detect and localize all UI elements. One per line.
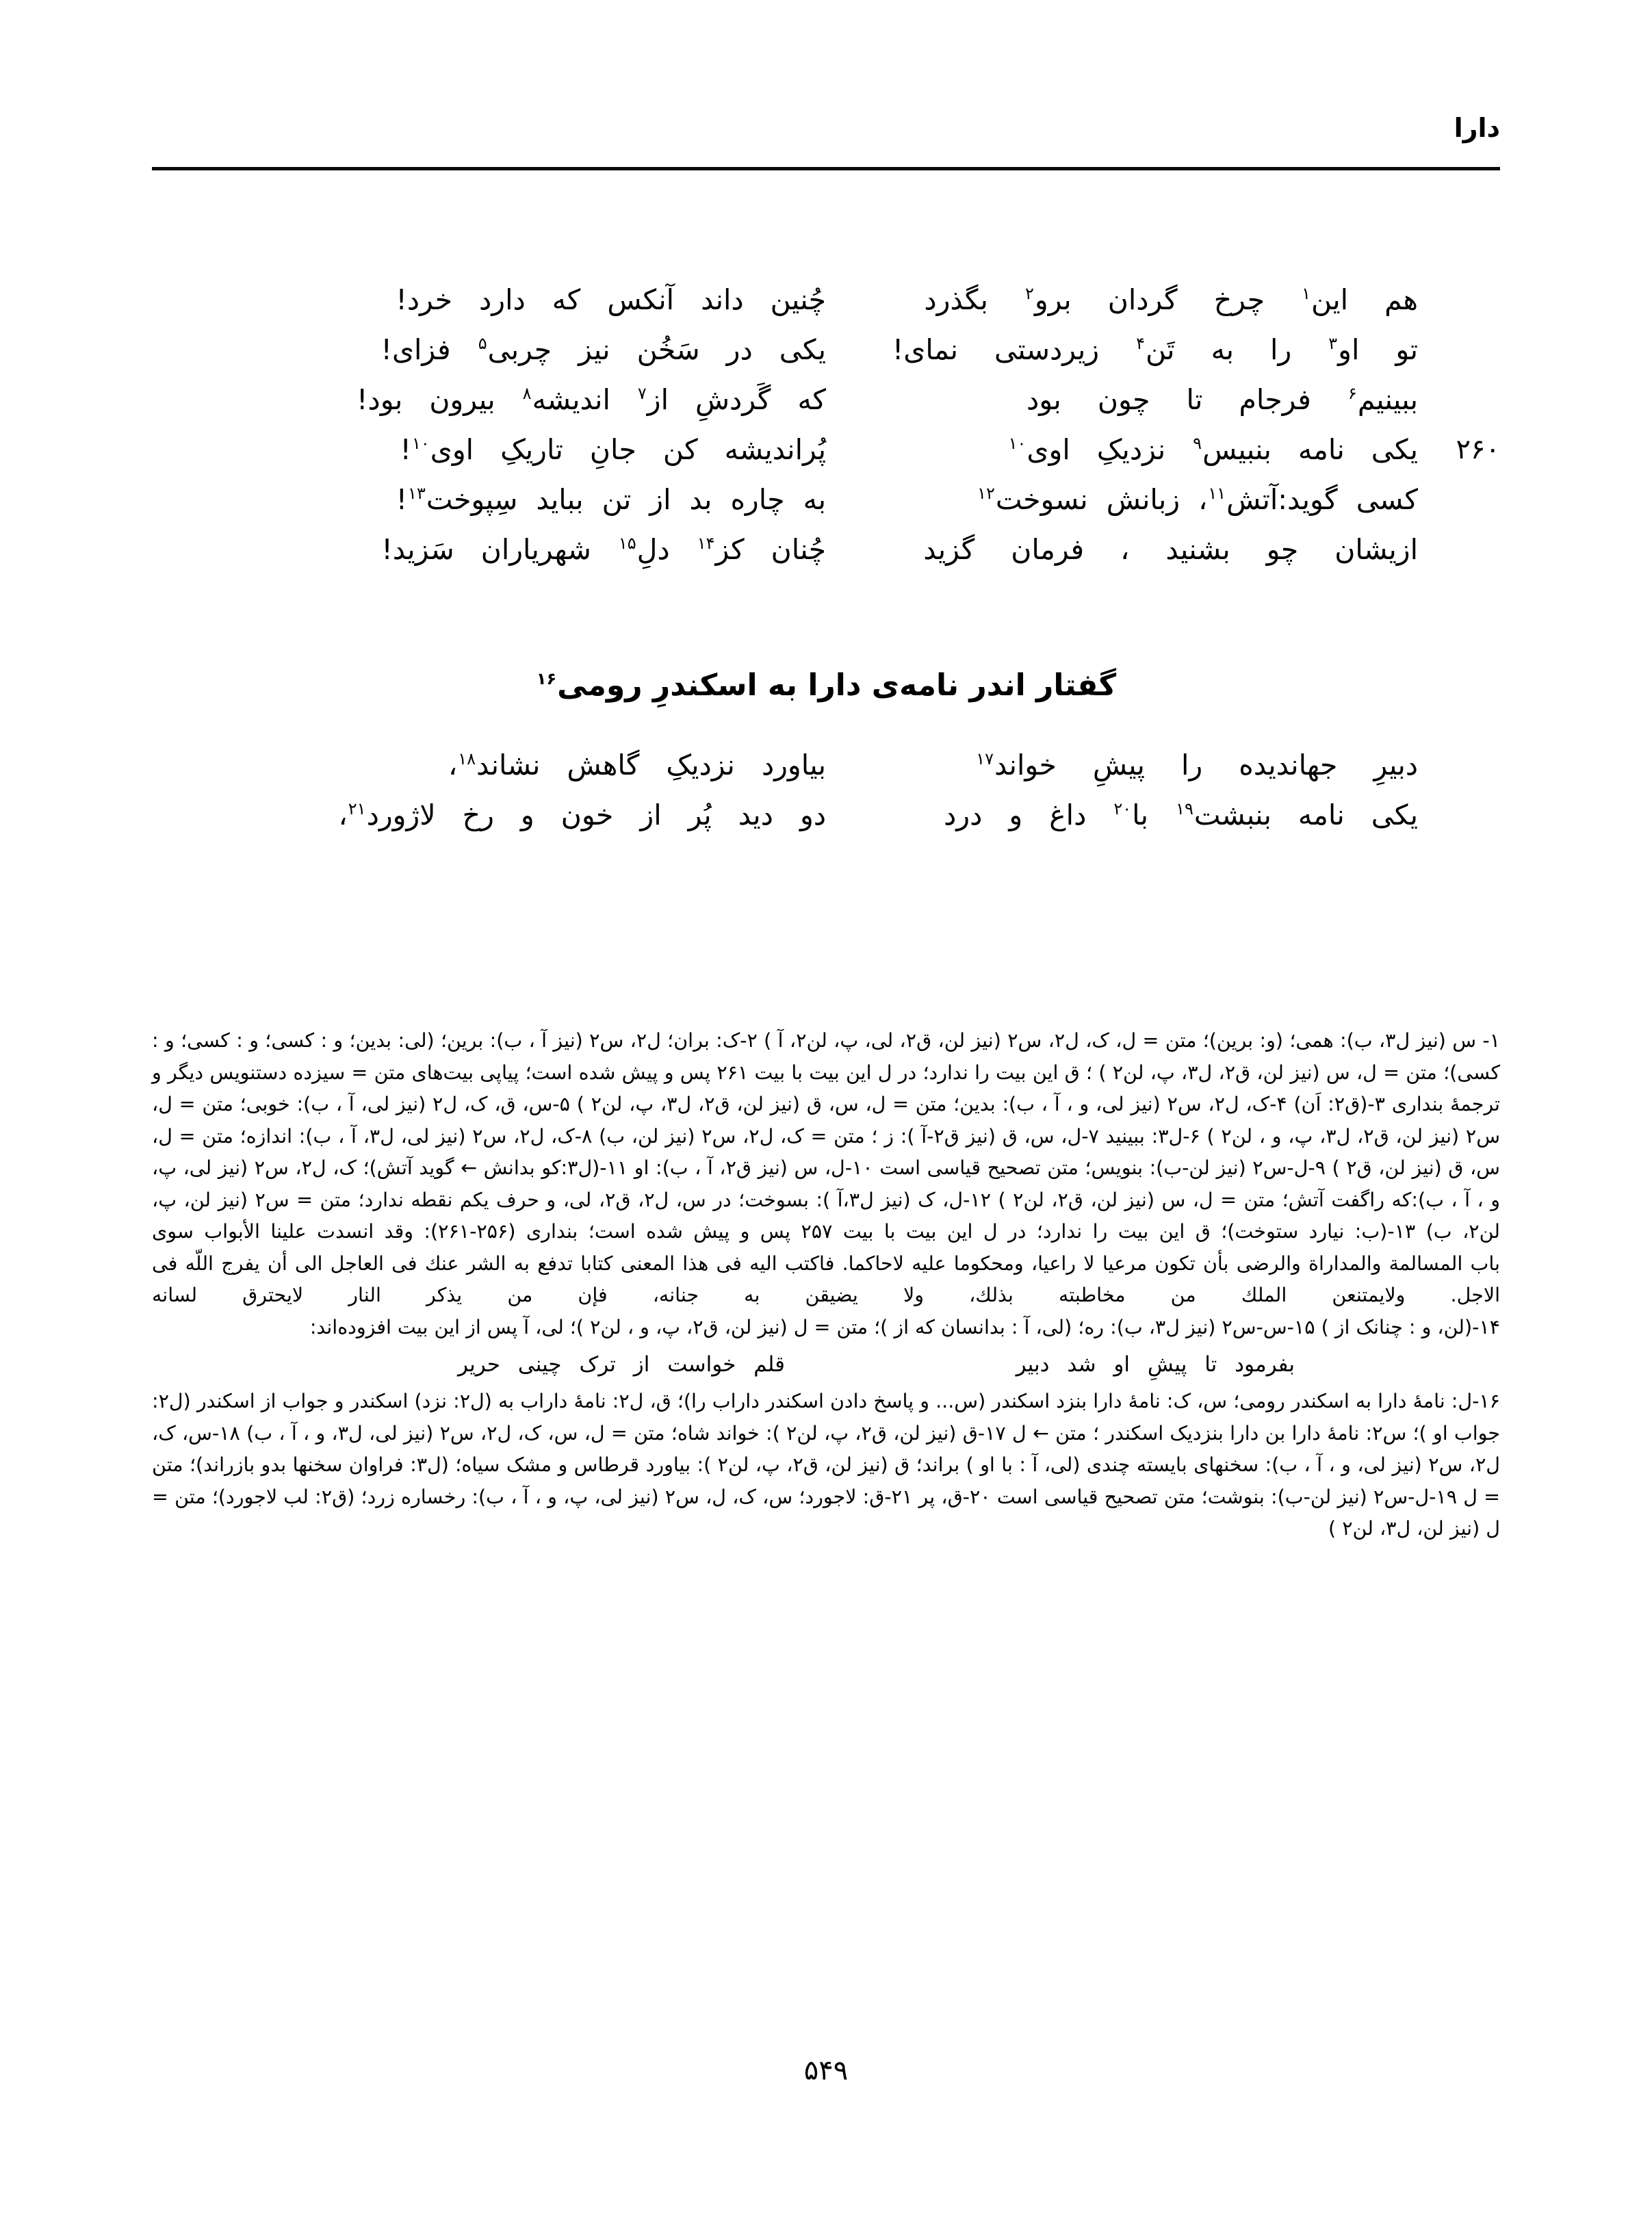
- hemistich-text: تو او$^۳$ را به تَن$^۴$ زیردستی نمای!: [892, 333, 1418, 366]
- hemistich-text: چُنان کز$^{۱۴}$ دلِ$^{۱۵}$ شهریاران سَزید!: [381, 533, 826, 566]
- verse-line: [152, 792, 1500, 842]
- hemistich-left: [152, 792, 826, 838]
- apparatus-ref: ۱۰: [411, 434, 430, 454]
- inserted-hemistich-left: قلم خواست از ترک چینی حریر: [458, 1352, 785, 1377]
- hemistich-right: [826, 477, 1500, 522]
- apparatus-ref: ۲۰: [1113, 799, 1132, 819]
- apparatus-ref: ۹: [1193, 434, 1202, 454]
- page-number: ۵۴۹: [803, 2055, 849, 2086]
- hemistich-right: [826, 742, 1500, 788]
- apparatus-ref: ۲: [1025, 284, 1034, 304]
- hemistich-right: [826, 527, 1500, 572]
- hemistich-text: یکی نامه بنبشت$^{۱۹}$ با$^{۲۰}$ داغ و درد: [944, 799, 1418, 831]
- footnote-paragraph: ۱۶-ل: نامهٔ دارا به اسکندر رومی؛ س، ک: نامهٔ دارا بنزد اسکندر (س... و پاسخ دادن اسکندر داراب را)؛ ق، ل۲: نامهٔ داراب به (ل۲: نزد) اسکندر و جواب از اسکندر (ل۲: جواب او )؛ س۲: نامهٔ دارا بن دارا بنزدیک اسکندر ؛ متن ← ل ۱۷-ق (نیز لن، ق۲، پ، لن۲ ): خواند شاه؛ متن = ل، س، ک، ل۲، س۲ (نیز لی، ل۳، و ، آ ، ب) ۱۸-س، ک، ل۲، س۲ (نیز لی، و ، آ ، ب): سخنهای بایسته چندی (لی، آ : با او ) براند؛ ق (نیز لن، ق۲، پ، لن۲ ): بیاورد قرطاس و مشک سیاه؛ (ل۳: فراوان سخنها بدو بازراند)؛ متن = ل ۱۹-ل-س۲ (نیز لن-ب): بنوشت؛ متن تصحیح قیاسی است ۲۰-ق، پر ۲۱-ق: لاجورد؛ س، ک، ل، س۲ (نیز لی، پ، و ، آ ، ب): رخساره زرد؛ (ق۲: لب لاجورد)؛ متن = ل (نیز لن، ل۳، لن۲ ): [152, 1390, 1501, 1540]
- inserted-hemistich-right: بفرمود تا پیشِ او شد دبیر: [1016, 1352, 1295, 1377]
- hemistich-right: [826, 277, 1500, 322]
- page-header: [152, 115, 1500, 181]
- apparatus-ref: ۱۷: [976, 749, 994, 769]
- verse-block-first: [152, 277, 1500, 577]
- apparatus-ref: ۱۹: [1176, 799, 1193, 819]
- apparatus-ref: ۱۲: [977, 484, 995, 504]
- verse-line: [152, 742, 1500, 792]
- hemistich-left: [152, 427, 826, 472]
- hemistich-right: [826, 377, 1500, 422]
- apparatus-ref: ۱۳: [408, 484, 426, 504]
- apparatus-ref: ۱۰: [1008, 434, 1027, 454]
- apparatus-ref: ۱۱: [1208, 484, 1226, 504]
- footnote-paragraph-after-arabic: ۱۴-(لن، و : چنانک از ) ۱۵-س-س۲ (نیز ل۳، ب): ره؛ (لی، آ : بدانسان که از )؛ متن = ل (نیز لن، ق۲، پ، و ، لن۲ )؛ لی، آ پس از این بیت افزوده‌اند:: [309, 1315, 1500, 1338]
- header-divider-rule: [152, 167, 1500, 170]
- hemistich-left: [152, 477, 826, 522]
- hemistich-left: [152, 377, 826, 422]
- footnote-apparatus: [152, 1025, 1500, 1545]
- hemistich-text: دو دید پُر از خون و رخ لاژورد$^{۲۱}$،: [338, 799, 826, 831]
- hemistich-right: [826, 427, 1500, 472]
- apparatus-ref: ۵: [478, 334, 487, 354]
- running-head-title: دارا: [1454, 113, 1500, 143]
- hemistich-text: ببینیم$^۶$ فرجام تا چون بود: [1026, 383, 1418, 416]
- hemistich-text: به چاره بد از تن بباید سِپوخت$^{۱۳}$!: [396, 483, 826, 516]
- verse-line: [152, 277, 1500, 327]
- apparatus-ref: ۱۶: [536, 669, 557, 688]
- apparatus-ref: ۷: [637, 384, 647, 404]
- footnote-arabic-passage: باب المسالمة والمداراة والرضی بأن تكون مرعیا لا راعیا، ومحكوما علیه لاحاكما. فاكتب الیه فی هذا المعنی كتابا تدفع به الشر عنك فی العاجل الی أن یفرج اللّه فی الاجل. ولایمتنعن الملك من مخاطبته بذلك، ولا یضیقن به جنانه، فإن من یذكر النار لایحترق لسانه: [152, 1252, 1500, 1306]
- hemistich-text: یکی نامه بنبیس$^۹$ نزدیکِ اوی$^{۱۰}$: [1008, 433, 1418, 466]
- verse-line: [152, 477, 1500, 527]
- apparatus-ref: ۱: [1302, 284, 1311, 304]
- apparatus-ref: ۱۵: [618, 534, 636, 554]
- hemistich-text: بیاورد نزدیکِ گاهش نشاند$^{۱۸}$،: [448, 749, 826, 781]
- hemistich-text: هم این$^۱$ چرخ گردان برو$^۲$ بگذرد: [924, 283, 1418, 316]
- apparatus-ref: ۶: [1347, 384, 1357, 404]
- apparatus-ref: ۱۸: [458, 749, 476, 769]
- apparatus-ref: ۱۴: [697, 534, 715, 554]
- hemistich-text: چُنین داند آنکس که دارد خرد!: [396, 283, 826, 316]
- hemistich-right: [826, 327, 1500, 372]
- hemistich-left: [152, 327, 826, 372]
- apparatus-ref: ۲۱: [348, 799, 366, 819]
- hemistich-text: یکی در سَخُن نیز چربی$^۵$ فزای!: [380, 333, 826, 366]
- apparatus-ref: ۳: [1328, 334, 1338, 354]
- hemistich-left: [152, 527, 826, 572]
- hemistich-left: [152, 277, 826, 322]
- hemistich-right: [826, 792, 1500, 838]
- footnote-paragraph: ۱- س (نیز ل۳، ب): همی؛ (و: برین)؛ متن = ل، ک، ل۲، س۲ (نیز لن، ق۲، لی، پ، لن۲، آ ) ۲-ک: بران؛ ل۲، س۲ (نیز آ ، ب): برین؛ (لی: بدین؛ و : کسی؛ و : کسی؛ و : کسی)؛ متن = ل، س (نیز لن، ق۲، ل۳، پ، لن۲ ) ؛ ق این بیت را ندارد؛ در ل این بیت با بیت ۲۶۱ پس و پیش شده است؛ پیاپی بیت‌های متن = سیزده دستنویس دیگر و ترجمهٔ بنداری ۳-(ق۲: اَن) ۴-ک، ل۲، س۲ (نیز لی، و ، آ ، ب): بدین؛ متن = ل، س، ق (نیز لن، ق۲، ل۳، پ، لن۲ ) ۵-س، ق، ک، ل۲ (نیز لی، آ ، ب): خوبی؛ متن = ل، س۲ (نیز لن، ق۲، ل۳، پ، و ، لن۲ ) ۶-ل۳: ببینید ۷-ل، س، ق (نیز ق۲-آ ): ز ؛ متن = ک، ل۲، س۲ (نیز لن، ب) ۸-ک، ل۲، س۲ (نیز لی، ل۳، آ ، ب): اندازه؛ متن = ل، س، ق (نیز لن، ق۲ ) ۹-ل-س۲ (نیز لن-ب): بنویس؛ متن تصحیح قیاسی است ۱۰-ل، س (نیز ق۲، آ ، ب): او ۱۱-(ل۳:کو بدانش ← گوید آتش)؛ ک، ل۲، س۲ (نیز لی، پ، و ، آ ، ب):که راگفت آتش؛ متن = ل، س (نیز لن، ق۲، لن۲ ) ۱۲-ل، ک (نیز ل۳،آ ): بسوخت؛ در س، ل۲، ق۲، لی، و حرف یکم نقطه ندارد؛ متن = س۲ (نیز لن، پ، لن۲، ب) ۱۳-(ب: نیارد ستوخت)؛ ق این بیت را ندارد؛ در ل این بیت با بیت ۲۵۷ پس و پیش شده است؛ بنداری (۲۵۶-۲۶۱): وقد انسدت علینا الأبواب سوی: [152, 1029, 1501, 1243]
- section-heading: [152, 662, 1500, 710]
- section-heading-text: گفتار اندر نامه‌ی دارا به اسکندرِ رومی: [557, 667, 1117, 703]
- verse-line: [152, 327, 1500, 377]
- hemistich-left: [152, 742, 826, 788]
- footnote-inserted-verse: [152, 1343, 1500, 1386]
- verse-block-second: [152, 742, 1500, 842]
- verse-line: [152, 527, 1500, 577]
- hemistich-text: کسی گوید:آتش$^{۱۱}$، زبانش نسوخت$^{۱۲}$: [977, 483, 1418, 516]
- apparatus-ref: ۴: [1136, 334, 1145, 354]
- hemistich-text: پُراندیشه کن جانِ تاریکِ اوی$^{۱۰}$!: [400, 433, 826, 466]
- apparatus-ref: ۸: [522, 384, 532, 404]
- hemistich-text: که گَردشِ از$^۷$ اندیشه$^۸$ بیرون بود!: [357, 383, 826, 416]
- hemistich-text: دبیرِ جهاندیده را پیشِ خواند$^{۱۷}$: [976, 749, 1418, 781]
- bayt-number: ۲۶۰: [1456, 434, 1500, 465]
- verse-line: [152, 377, 1500, 427]
- verse-line: [152, 427, 1500, 477]
- hemistich-text: ازیشان چو بشنید ، فرمان گزید: [923, 533, 1418, 566]
